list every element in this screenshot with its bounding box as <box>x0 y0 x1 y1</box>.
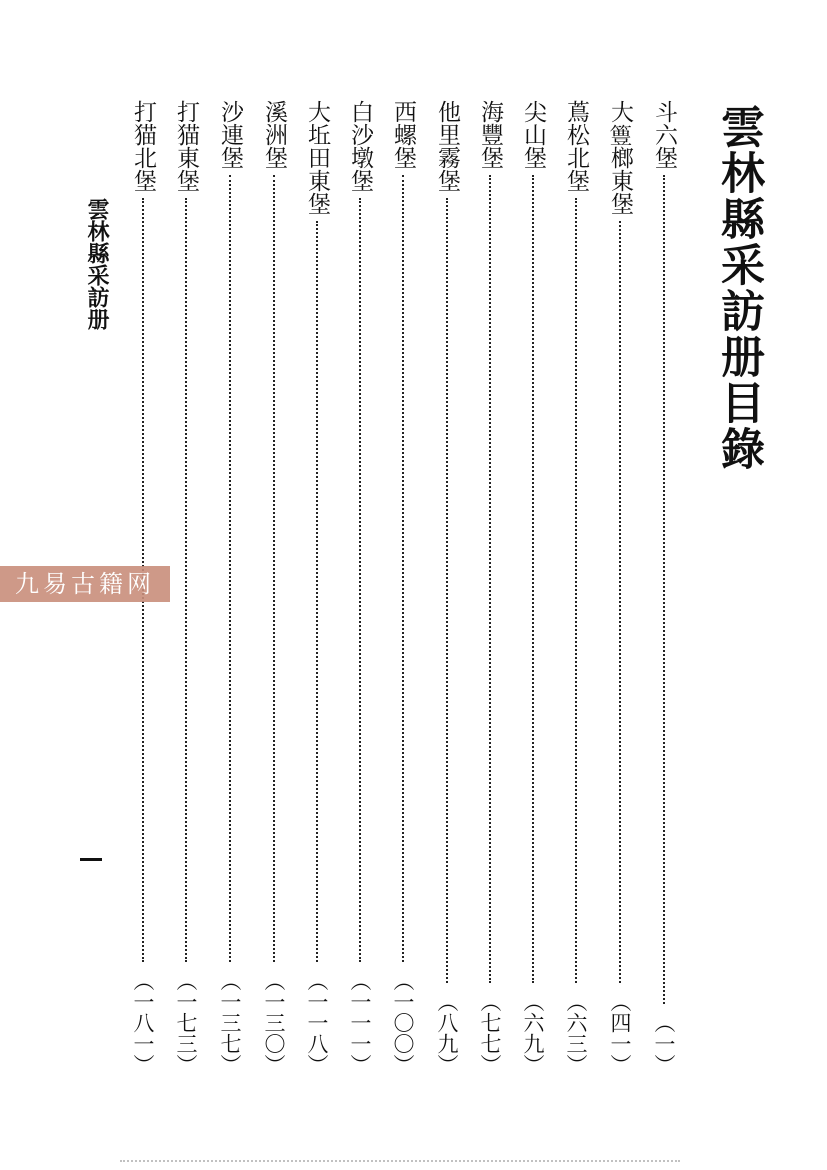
toc-entry[interactable] <box>603 100 637 1075</box>
scan-artifact <box>120 1160 680 1166</box>
page-title: 雲林縣采訪册目錄 <box>713 104 764 472</box>
leader-dots <box>402 175 404 962</box>
toc-entry-name: 打猫東堡 <box>173 100 199 192</box>
toc-entry-page: （一一八） <box>305 970 329 1075</box>
toc-entry-page: （四一） <box>608 991 632 1075</box>
toc-entry-page: （六三） <box>564 991 588 1075</box>
toc-entry[interactable] <box>257 100 291 1075</box>
leader-dots <box>663 175 665 1004</box>
toc-entry-name: 尖山堡 <box>520 100 546 169</box>
leader-dots <box>575 198 577 983</box>
toc-entry-name: 他里霧堡 <box>434 100 460 192</box>
leader-dots <box>185 198 187 962</box>
leader-dots <box>619 221 621 983</box>
toc-entry-page: （一三〇） <box>262 970 286 1075</box>
leader-dots <box>273 175 275 962</box>
toc-entry-name: 大𥴡榔東堡 <box>607 100 633 215</box>
toc-entry-page: （六九） <box>521 991 545 1075</box>
leader-dots <box>532 175 534 983</box>
toc-entry-page: （一八一） <box>131 970 155 1075</box>
toc-entry-name: 大坵田東堡 <box>304 100 330 215</box>
toc-entry-name: 西螺堡 <box>390 100 416 169</box>
toc-entry-page: （一七三） <box>174 970 198 1075</box>
toc-entry[interactable] <box>213 100 247 1075</box>
leader-dots <box>489 175 491 983</box>
toc-entry[interactable] <box>169 100 203 1075</box>
toc-entry[interactable] <box>430 100 464 1075</box>
toc-entry-name: 蔦松北堡 <box>563 100 589 192</box>
toc-entry-name: 打猫北堡 <box>130 100 156 192</box>
toc-entry[interactable] <box>559 100 593 1075</box>
toc-entry-name: 沙連堡 <box>217 100 243 169</box>
leader-dots <box>359 198 361 962</box>
toc-entry-page: （八九） <box>435 991 459 1075</box>
watermark-logo: 九易古籍网 <box>0 566 170 602</box>
toc-entry-page: （一〇〇） <box>391 970 415 1075</box>
toc-entry[interactable] <box>647 100 681 1075</box>
toc-entry-name: 白沙墩堡 <box>347 100 373 192</box>
folio-number <box>80 858 102 861</box>
toc-entry-page: （一三七） <box>218 970 242 1075</box>
toc-entry-page: （一） <box>652 1012 676 1075</box>
toc-entry[interactable] <box>516 100 550 1075</box>
toc-entry-name: 溪洲堡 <box>261 100 287 169</box>
leader-dots <box>229 175 231 962</box>
toc-entry-name: 海豐堡 <box>477 100 503 169</box>
toc-entry-page: （七七） <box>478 991 502 1075</box>
toc-entry[interactable] <box>343 100 377 1075</box>
book-title: 雲林縣采訪册 <box>84 198 110 330</box>
toc-entry-name: 斗六堡 <box>651 100 677 169</box>
toc-entry[interactable] <box>300 100 334 1075</box>
leader-dots <box>446 198 448 983</box>
toc-entry[interactable] <box>386 100 420 1075</box>
toc-entry-page: （一一一） <box>348 970 372 1075</box>
leader-dots <box>316 221 318 962</box>
toc-entry[interactable] <box>473 100 507 1075</box>
